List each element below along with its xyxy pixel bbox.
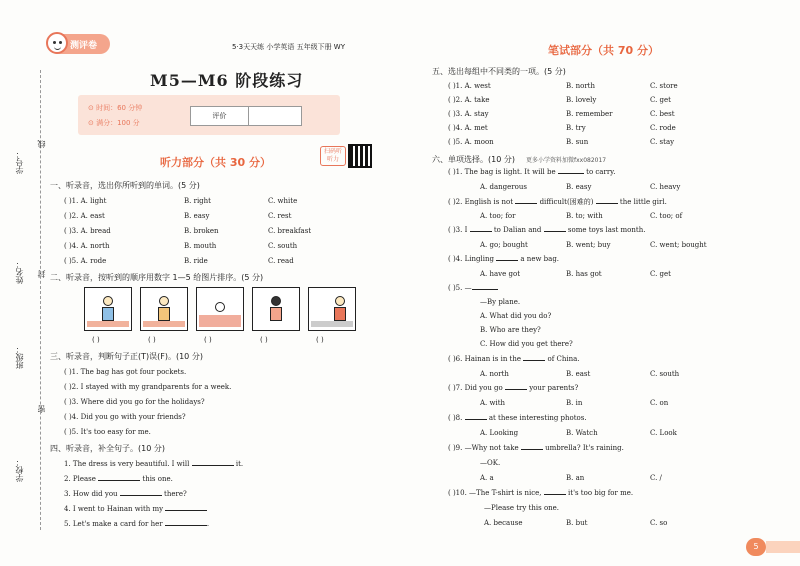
- q1-row-1-c: C. white: [268, 197, 298, 205]
- cut-mark-xian: 线: [37, 140, 46, 148]
- test-badge: [48, 34, 110, 54]
- binding-line: [40, 70, 41, 530]
- q6-item-10-a: A. because: [484, 519, 523, 527]
- written-heading: 笔试部分（共 70 分）: [548, 44, 659, 57]
- q6-item-10-c: C. so: [650, 519, 668, 527]
- q6-item-2: ( )2. English is not difficult(困难的) the little girl.: [448, 198, 667, 206]
- q6-item-6-a: A. north: [480, 370, 509, 378]
- q6-item-2-c: C. too; of: [650, 212, 683, 220]
- q6-item-10-b: B. but: [566, 519, 588, 527]
- q6-item-7: ( )7. Did you go your parents?: [448, 384, 579, 392]
- q1-row-2-b: B. easy: [184, 212, 210, 220]
- name-label: 姓名：: [15, 260, 24, 284]
- picture-5-answer[interactable]: ( ): [316, 336, 324, 344]
- q6-item-8: ( )8. at these interesting photos.: [448, 414, 587, 422]
- q6-item-5-b: B. Who are they?: [480, 326, 541, 334]
- q6-item-9-c: C. /: [650, 474, 662, 482]
- q6-item-1-a: A. dangerous: [480, 183, 527, 191]
- q5-row-2-b: B. lovely: [566, 96, 597, 104]
- q6-item-5-c: C. How did you get there?: [480, 340, 573, 348]
- class-label: 班级：: [15, 345, 24, 369]
- q6-item-1-c: C. heavy: [650, 183, 681, 191]
- qr-code-icon[interactable]: [348, 144, 372, 168]
- q3-row-3: ( )3. Where did you go for the holidays?: [64, 398, 205, 406]
- q5-row-1-a: ( )1. A. west: [448, 82, 491, 90]
- q5-row-1-c: C. store: [650, 82, 678, 90]
- q6-item-1: ( )1. The bag is light. It will be to carry.: [448, 168, 616, 176]
- q6-note: 更多小学资料加微fxx082017: [526, 157, 607, 164]
- badge-label: 测评卷: [70, 41, 98, 51]
- q1-row-2-a: ( )2. A. east: [64, 212, 105, 220]
- q6-item-2-b: B. to; with: [566, 212, 603, 220]
- picture-4: [252, 287, 300, 331]
- q3-row-4: ( )4. Did you go with your friends?: [64, 413, 186, 421]
- q3-row-2: ( )2. I stayed with my grandparents for a week.: [64, 383, 232, 391]
- q6-item-3-b: B. went; buy: [566, 241, 611, 249]
- q2-heading: 二、听录音，按听到的顺序用数字 1—5 给图片排序。(5 分): [50, 273, 264, 282]
- page-title: M5—M6 阶段练习: [150, 71, 304, 90]
- q6-item-5-reply: —By plane.: [480, 298, 521, 306]
- book-info: 5·3天天练 小学英语 五年级下册 WY: [232, 43, 346, 51]
- q4-blank-5[interactable]: [165, 525, 207, 526]
- q6-item-6: ( )6. Hainan is in the of China.: [448, 355, 580, 363]
- student-number-label: 学号：: [15, 150, 24, 174]
- q3-row-1: ( )1. The bag has got four pockets.: [64, 368, 187, 376]
- q5-row-3-c: C. best: [650, 110, 675, 118]
- q4-row-1: 1. The dress is very beautiful. I will it.: [64, 460, 244, 468]
- q6-item-8-c: C. Look: [650, 429, 677, 437]
- picture-2-answer[interactable]: ( ): [148, 336, 156, 344]
- full-score-info: ⊙ 满分：100 分: [88, 119, 140, 127]
- picture-5: [308, 287, 356, 331]
- q5-row-4-a: ( )4. A. met: [448, 124, 488, 132]
- q6-item-9-reply: —OK.: [480, 459, 501, 467]
- q1-row-3-b: B. broken: [184, 227, 219, 235]
- q4-row-3: 3. How did you there?: [64, 490, 187, 498]
- q4-row-5: 5. Let's make a card for her .: [64, 520, 210, 528]
- q6-item-9-a: A. a: [480, 474, 494, 482]
- q6-item-9-b: B. an: [566, 474, 585, 482]
- q5-row-3-a: ( )3. A. stay: [448, 110, 489, 118]
- q1-row-3-a: ( )3. A. bread: [64, 227, 111, 235]
- q1-row-4-a: ( )4. A. north: [64, 242, 110, 250]
- q6-item-8-b: B. Watch: [566, 429, 598, 437]
- q1-heading: 一、听录音，选出你所听到的单词。(5 分): [50, 181, 200, 190]
- q4-blank-4[interactable]: [165, 510, 207, 511]
- q6-blank-1[interactable]: [558, 173, 584, 174]
- cut-mark-mi: 密: [37, 405, 46, 413]
- q6-item-4-b: B. has got: [566, 270, 602, 278]
- school-label: 学校：: [15, 458, 24, 482]
- q1-row-3-c: C. breakfast: [268, 227, 312, 235]
- q6-item-6-c: C. south: [650, 370, 680, 378]
- q6-item-3: ( )3. I to Dalian and some toys last month.: [448, 226, 646, 234]
- q6-item-4-c: C. get: [650, 270, 671, 278]
- q5-heading: 五、选出每组中不同类的一项。(5 分): [432, 67, 566, 76]
- cut-mark-feng: 封: [37, 270, 46, 278]
- qr-label: 扫码听听力: [320, 146, 346, 166]
- q6-heading: 六、单项选择。(10 分): [432, 155, 515, 164]
- listening-heading: 听力部分（共 30 分）: [160, 156, 271, 169]
- q1-row-4-c: C. south: [268, 242, 298, 250]
- q1-row-2-c: C. rest: [268, 212, 292, 220]
- q6-item-10-reply: —Please try this one.: [484, 504, 560, 512]
- q4-blank-3[interactable]: [120, 495, 162, 496]
- q6-item-7-a: A. with: [480, 399, 506, 407]
- picture-4-answer[interactable]: ( ): [260, 336, 268, 344]
- picture-3-answer[interactable]: ( ): [204, 336, 212, 344]
- page-number: 5: [746, 538, 766, 556]
- q4-row-4: 4. I went to Hainan with my: [64, 505, 207, 513]
- picture-1-answer[interactable]: ( ): [92, 336, 100, 344]
- q6-item-1-b: B. easy: [566, 183, 592, 191]
- evaluation-label: 评价: [191, 107, 249, 125]
- q4-blank-2[interactable]: [98, 480, 140, 481]
- q5-row-2-a: ( )2. A. take: [448, 96, 490, 104]
- q5-row-5-b: B. sun: [566, 138, 589, 146]
- q1-row-1-b: B. right: [184, 197, 211, 205]
- q6-item-2-a: A. too; for: [480, 212, 516, 220]
- q5-row-4-b: B. try: [566, 124, 586, 132]
- evaluation-box: [190, 106, 302, 126]
- time-info: ⊙ 时间：60 分钟: [88, 104, 143, 112]
- q4-blank-1[interactable]: [192, 465, 234, 466]
- q5-row-5-c: C. stay: [650, 138, 675, 146]
- q5-row-5-a: ( )5. A. moon: [448, 138, 494, 146]
- q6-item-3-c: C. went; bought: [650, 241, 707, 249]
- q6-item-8-a: A. Looking: [480, 429, 519, 437]
- q4-row-2: 2. Please this one.: [64, 475, 173, 483]
- q6-item-3-a: A. go; bought: [480, 241, 528, 249]
- q6-item-9: ( )9. —Why not take umbrella? It's raining.: [448, 444, 624, 452]
- q6-item-7-c: C. on: [650, 399, 669, 407]
- q4-heading: 四、听录音，补全句子。(10 分): [50, 444, 165, 453]
- page-stripe: [766, 541, 800, 553]
- q5-row-4-c: C. rode: [650, 124, 676, 132]
- q6-item-6-b: B. east: [566, 370, 591, 378]
- q3-row-5: ( )5. It's too easy for me.: [64, 428, 151, 436]
- q1-row-5-b: B. ride: [184, 257, 208, 265]
- q5-row-2-c: C. get: [650, 96, 671, 104]
- q5-row-1-b: B. north: [566, 82, 595, 90]
- q6-item-5-a: A. What did you do?: [480, 312, 552, 320]
- q1-row-5-a: ( )5. A. rode: [64, 257, 107, 265]
- q6-item-7-b: B. in: [566, 399, 583, 407]
- q1-row-4-b: B. mouth: [184, 242, 217, 250]
- picture-2: [140, 287, 188, 331]
- smiley-icon: [46, 32, 68, 54]
- q6-item-4: ( )4. Lingling a new bag.: [448, 255, 560, 263]
- q6-item-5: ( )5. —: [448, 284, 498, 292]
- q5-row-3-b: B. remember: [566, 110, 613, 118]
- q1-row-1-a: ( )1. A. light: [64, 197, 107, 205]
- picture-3: [196, 287, 244, 331]
- q6-item-10: ( )10. —The T-shirt is nice, it's too big for me.: [448, 489, 634, 497]
- picture-1: [84, 287, 132, 331]
- q6-item-4-a: A. have got: [480, 270, 521, 278]
- q3-heading: 三、听录音，判断句子正(T)误(F)。(10 分): [50, 352, 203, 361]
- q1-row-5-c: C. read: [268, 257, 294, 265]
